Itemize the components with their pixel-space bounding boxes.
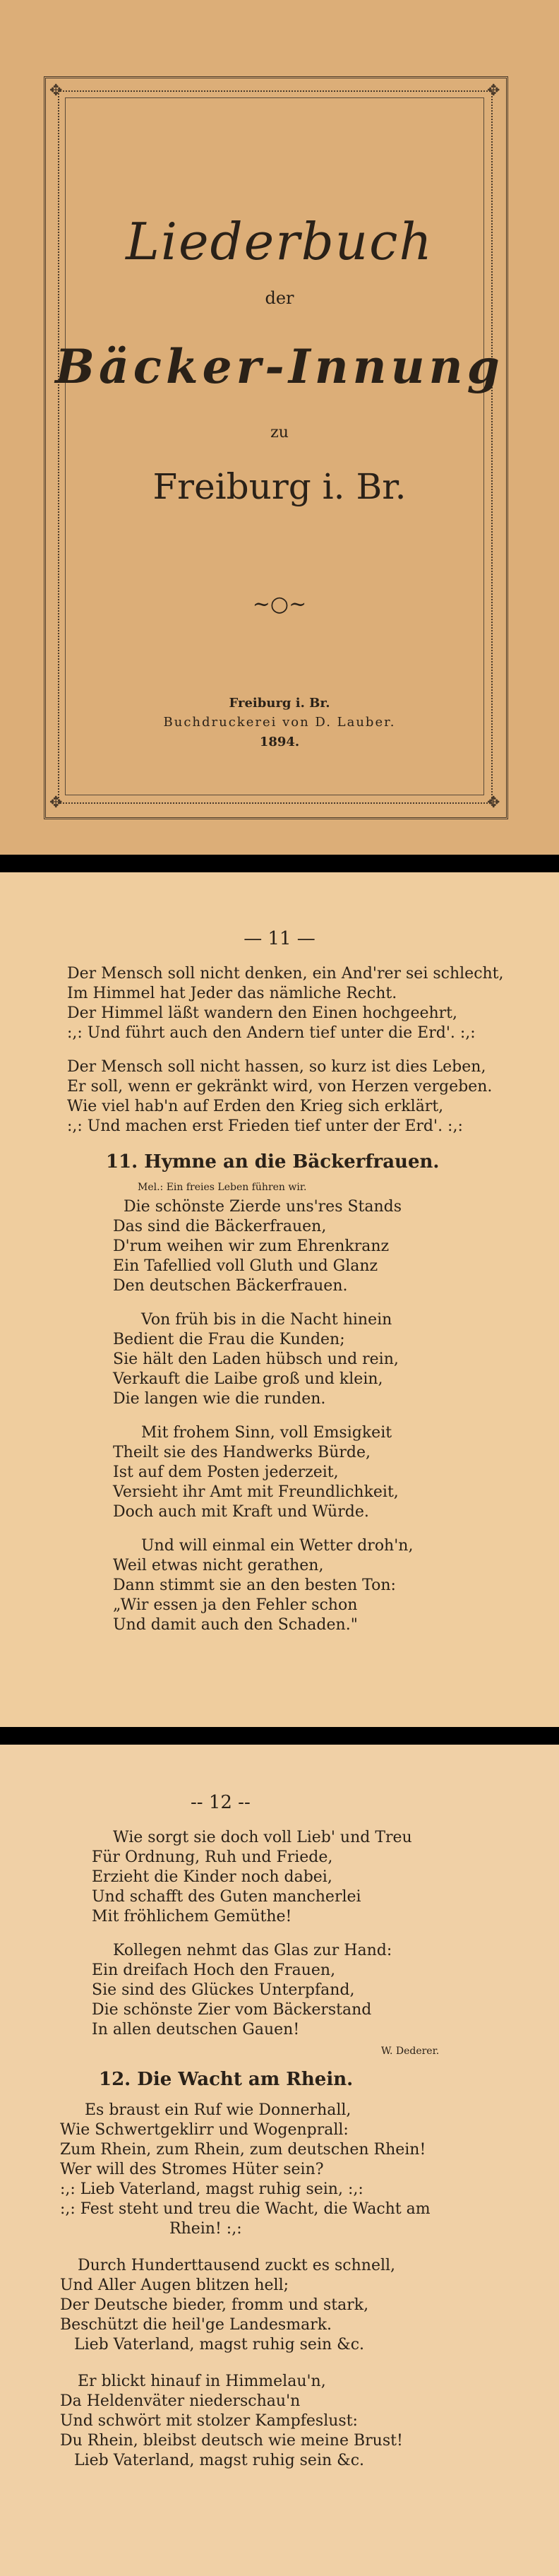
verse-line: Und will einmal ein Wetter droh'n, [141, 1537, 414, 1555]
verse-line: Wie viel hab'n auf Erden den Krieg sich erklärt, [67, 1098, 444, 1115]
cover-inner-rule [65, 97, 484, 795]
verse-line: Wie Schwertgeklirr und Wogenprall: [60, 2121, 349, 2139]
verse-line: Doch auch mit Kraft und Würde. [113, 1503, 369, 1521]
cover-page [0, 0, 559, 855]
cover-guild: Bäcker-Innung [55, 339, 504, 394]
cover-title: Liederbuch [126, 212, 433, 271]
song-heading: 12. Die Wacht am Rhein. [99, 2069, 354, 2090]
verse-line: Von früh bis in die Nacht hinein [141, 1311, 392, 1329]
verse-line: Und schwört mit stolzer Kampfeslust: [60, 2412, 358, 2430]
page-11 [0, 872, 559, 1727]
verse-line: „Wir essen ja den Fehler schon [113, 1596, 358, 1614]
verse-line: Der Mensch soll nicht hassen, so kurz ist dies Leben, [67, 1058, 486, 1076]
verse-line: Ein dreifach Hoch den Frauen, [92, 1961, 336, 1979]
cover-printer: Buchdruckerei von D. Lauber. [163, 715, 396, 730]
verse-line: Er blickt hinauf in Himmelau'n, [78, 2373, 326, 2390]
corner-ornament-icon: ✥ [49, 82, 63, 100]
verse-line: Bedient die Frau die Kunden; [113, 1331, 345, 1348]
cover-der: der [265, 288, 294, 308]
verse-line: Sie hält den Laden hübsch und rein, [113, 1351, 399, 1368]
verse-line: Der Deutsche bieder, fromm und stark, [60, 2296, 369, 2314]
verse-line: Die schönste Zierde uns'res Stands [124, 1198, 402, 1216]
verse-line: Die schönste Zier vom Bäckerstand [92, 2001, 372, 2019]
verse-line: Lieb Vaterland, magst ruhig sein &c. [74, 2452, 365, 2469]
verse-line: Wie sorgt sie doch voll Lieb' und Treu [113, 1829, 412, 1846]
verse-line: Erzieht die Kinder noch dabei, [92, 1868, 332, 1886]
verse-line: Mit fröhlichem Gemüthe! [92, 1908, 292, 1925]
song-heading: 11. Hymne an die Bäckerfrauen. [106, 1151, 440, 1173]
verse-line: Kollegen nehmt das Glas zur Hand: [113, 1942, 392, 1959]
page-number: -- 12 -- [191, 1792, 251, 1813]
verse-line: Mit frohem Sinn, voll Emsigkeit [141, 1424, 392, 1442]
verse-line: Wer will des Stromes Hüter sein? [60, 2161, 324, 2178]
verse-line: Im Himmel hat Jeder das nämliche Recht. [67, 985, 397, 1002]
verse-line: Und Aller Augen blitzen hell; [60, 2277, 289, 2294]
verse-line: Ein Tafellied voll Gluth und Glanz [113, 1257, 378, 1275]
corner-ornament-icon: ✥ [49, 794, 63, 812]
verse-line: Das sind die Bäckerfrauen, [113, 1218, 327, 1235]
verse-line: Versieht ihr Amt mit Freundlichkeit, [113, 1483, 399, 1501]
verse-line: :,: Und machen erst Frieden tief unter der Erd'. :,: [67, 1117, 463, 1135]
cover-ornament-icon: ~○~ [252, 592, 307, 617]
melody-note: Mel.: Ein freies Leben führen wir. [138, 1182, 307, 1193]
verse-line: Verkauft die Laibe groß und klein, [113, 1370, 383, 1388]
verse-line: Dann stimmt sie an den besten Ton: [113, 1577, 396, 1594]
verse-line: :,: Und führt auch den Andern tief unter die Erd'. :,: [67, 1024, 476, 1042]
cover-year: 1894. [259, 735, 300, 749]
verse-line: Rhein! :,: [169, 2220, 242, 2238]
verse-line: Ist auf dem Posten jederzeit, [113, 1464, 339, 1481]
corner-ornament-icon: ✥ [487, 82, 500, 100]
verse-line: Beschützt die heil'ge Landesmark. [60, 2316, 332, 2334]
verse-line: Durch Hunderttausend zuckt es schnell, [78, 2257, 396, 2274]
cover-city: Freiburg i. Br. [152, 466, 407, 507]
verse-line: Zum Rhein, zum Rhein, zum deutschen Rhein! [60, 2141, 426, 2159]
cover-zu: zu [270, 424, 289, 441]
verse-line: Und damit auch den Schaden." [113, 1616, 358, 1634]
verse-line: :,: Fest steht und treu die Wacht, die Wacht am [60, 2200, 431, 2218]
verse-line: In allen deutschen Gauen! [92, 2021, 300, 2038]
verse-line: :,: Lieb Vaterland, magst ruhig sein, :,: [60, 2180, 363, 2198]
verse-line: Für Ordnung, Ruh und Friede, [92, 1848, 333, 1866]
page-number: — 11 — [244, 928, 315, 949]
cover-imprint-city: Freiburg i. Br. [229, 696, 330, 711]
verse-line: Die langen wie die runden. [113, 1390, 326, 1408]
verse-line: Lieb Vaterland, magst ruhig sein &c. [74, 2336, 365, 2354]
verse-line: Es braust ein Ruf wie Donnerhall, [85, 2101, 351, 2119]
verse-line: Da Heldenväter niederschau'n [60, 2392, 301, 2410]
verse-line: Sie sind des Glückes Unterpfand, [92, 1981, 355, 1999]
verse-line: Und schafft des Guten mancherlei [92, 1888, 361, 1906]
verse-line: Theilt sie des Handwerks Bürde, [113, 1444, 371, 1461]
corner-ornament-icon: ✥ [487, 794, 500, 812]
verse-line: Der Himmel läßt wandern den Einen hochgeehrt, [67, 1004, 457, 1022]
verse-line: Der Mensch soll nicht denken, ein And'rer sei schlecht, [67, 965, 504, 983]
verse-line: Er soll, wenn er gekränkt wird, von Herzen vergeben. [67, 1078, 493, 1096]
page-12 [0, 1745, 559, 2576]
verse-line: Du Rhein, bleibst deutsch wie meine Brust! [60, 2432, 403, 2450]
author-signature: W. Dederer. [381, 2046, 440, 2057]
verse-line: D'rum weihen wir zum Ehrenkranz [113, 1237, 390, 1255]
verse-line: Den deutschen Bäckerfrauen. [113, 1277, 348, 1295]
verse-line: Weil etwas nicht gerathen, [113, 1557, 324, 1574]
